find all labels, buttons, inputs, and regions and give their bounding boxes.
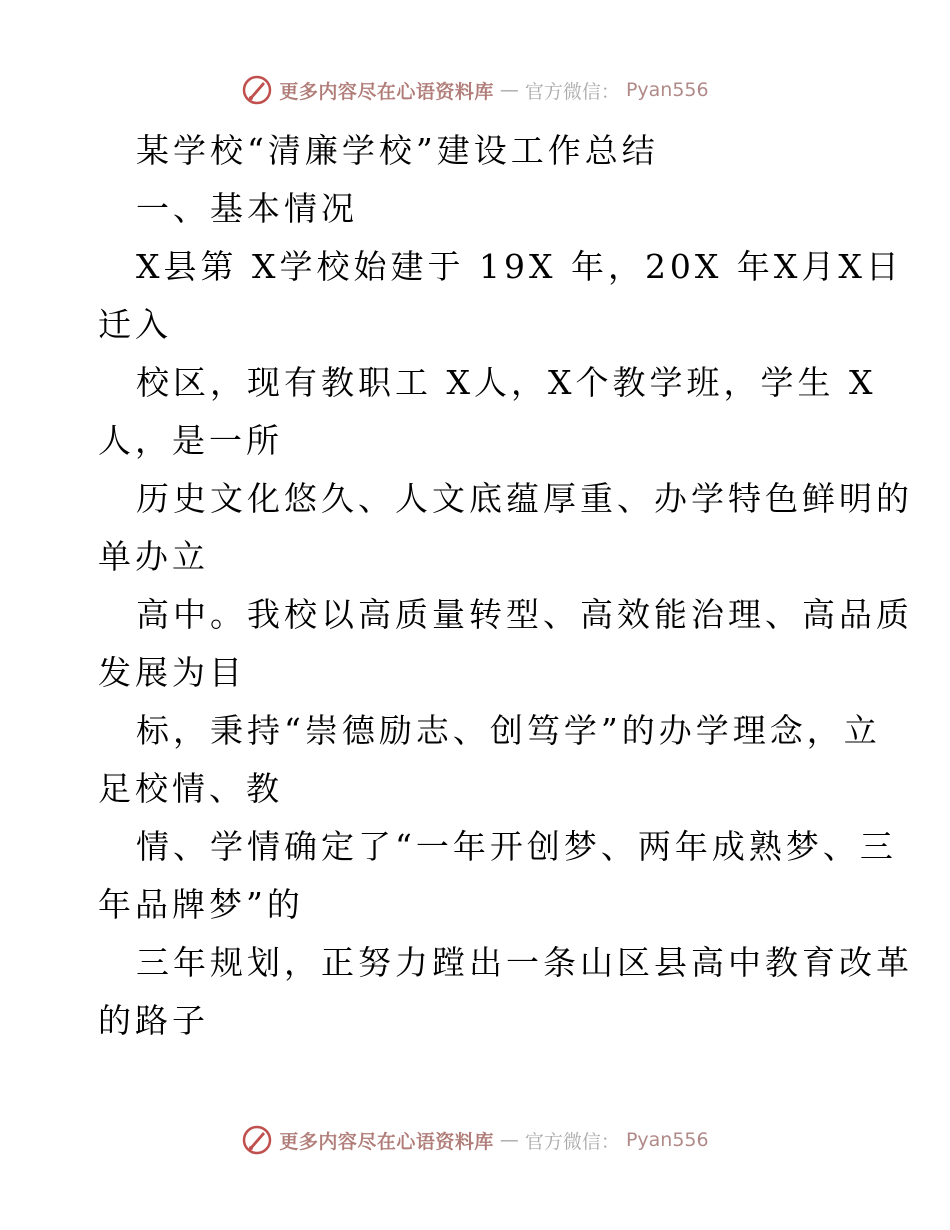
text-line: 校区，现有教职工 X人，X个教学班，学生 X xyxy=(136,363,877,402)
watermark-main-text: 更多内容尽在心语资料库 xyxy=(279,80,494,103)
text-line: 情、学情确定了“一年开创梦、两年成熟梦、三 xyxy=(136,827,897,866)
quill-logo-icon xyxy=(241,1124,273,1156)
watermark-sub-text: 官方微信： xyxy=(524,1130,620,1153)
quill-logo-icon xyxy=(241,74,273,106)
watermark-footer xyxy=(0,1120,950,1160)
watermark-wechat-id: Pyan556 xyxy=(625,1129,709,1151)
document-title: 某学校“清廉学校”建设工作总结 xyxy=(136,131,659,170)
text-line: 标，秉持“崇德励志、创笃学”的办学理念，立 xyxy=(136,711,881,750)
text-line: 足校情、教 xyxy=(98,769,283,808)
document-body xyxy=(98,122,913,1050)
watermark-sub-text: 官方微信： xyxy=(524,80,620,103)
text-line: X县第 X学校始建于 19X 年，20X 年X月X日 xyxy=(136,247,903,286)
watermark-main-text: 更多内容尽在心语资料库 xyxy=(279,1130,494,1153)
watermark-separator: — xyxy=(499,1129,519,1151)
text-line: 历史文化悠久、人文底蕴厚重、办学特色鲜明的 xyxy=(136,479,913,518)
watermark-wechat-id: Pyan556 xyxy=(625,79,709,101)
text-line: 的路子 xyxy=(98,1001,209,1040)
text-line: 发展为目 xyxy=(98,653,246,692)
text-line: 年品牌梦”的 xyxy=(98,885,304,924)
text-line: 人，是一所 xyxy=(98,421,283,460)
text-line: 迁入 xyxy=(98,305,172,344)
watermark-header xyxy=(0,70,950,110)
text-line: 三年规划，正努力蹚出一条山区县高中教育改革 xyxy=(136,943,913,982)
text-line: 一、基本情况 xyxy=(136,189,358,228)
watermark-separator: — xyxy=(499,79,519,101)
text-line: 单办立 xyxy=(98,537,209,576)
text-line: 高中。我校以高质量转型、高效能治理、高品质 xyxy=(136,595,913,634)
